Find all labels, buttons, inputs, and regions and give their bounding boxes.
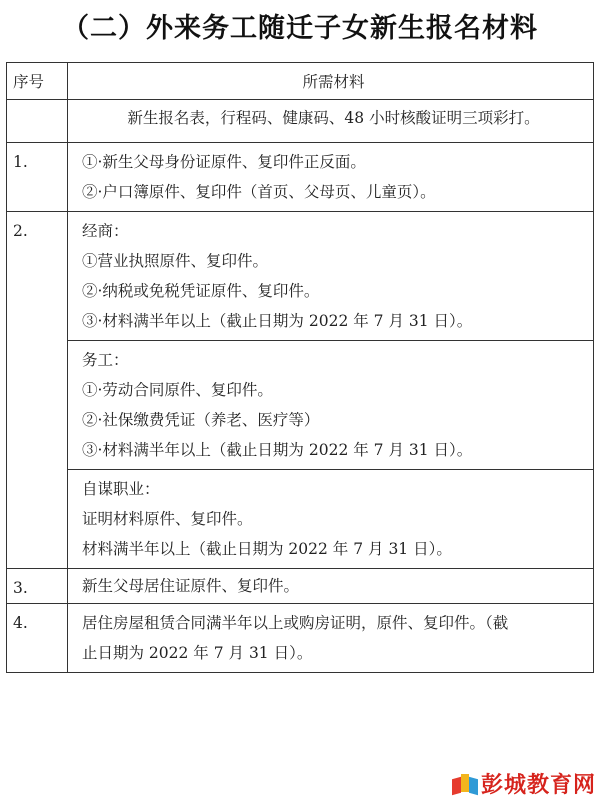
row-line: ②·社保缴费凭证（养老、医疗等） [82,411,320,429]
table-row [7,341,594,470]
section-heading: 经商： [82,222,129,240]
document-title: （二）外来务工随迁子女新生报名材料 [62,13,538,44]
row-line: 新生父母居住证原件、复印件。 [82,577,300,595]
row-line: ①·新生父母身份证原件、复印件正反面。 [82,153,366,171]
book-icon [452,772,478,796]
materials-table [6,62,594,673]
table-row [7,604,594,673]
table-row [7,212,594,341]
section-heading: 务工： [82,351,129,369]
row-number: 1. [7,143,68,212]
row-content [68,569,594,604]
row-line: ③·材料满半年以上（截止日期为 2022 年 7 月 31 日）。 [82,441,473,459]
row-line: ③·材料满半年以上（截止日期为 2022 年 7 月 31 日）。 [82,312,473,330]
table-header-row [7,63,594,100]
row-content [68,100,594,143]
row-content [68,604,594,673]
row-line: 止日期为 2022 年 7 月 31 日）。 [82,644,313,662]
watermark-logo [452,768,596,799]
row-text: 新生报名表，行程码、健康码、48 小时核酸证明三项彩打。 [127,109,540,127]
row-line: ①·劳动合同原件、复印件。 [82,381,273,399]
row-line: 证明材料原件、复印件。 [82,510,253,528]
row-line: 居住房屋租赁合同满半年以上或购房证明，原件、复印件。（截 [82,614,509,632]
header-materials: 所需材料 [68,63,594,100]
table-row [7,470,594,569]
business-section [68,212,594,341]
row-content [68,143,594,212]
table-row [7,143,594,212]
row-line: ②·户口簿原件、复印件（首页、父母页、儿童页）。 [82,183,436,201]
row-line: ②·纳税或免税凭证原件、复印件。 [82,282,320,300]
table-row [7,100,594,143]
row-number: 2. [7,212,68,569]
table-row [7,569,594,604]
row-number: 3. [7,569,68,604]
worker-section [68,341,594,470]
header-no: 序号 [7,63,68,100]
row-line: 材料满半年以上（截止日期为 2022 年 7 月 31 日）。 [82,540,452,558]
section-heading: 自谋职业： [82,480,160,498]
row-number [7,100,68,143]
watermark-text: 彭城教育网 [480,773,596,798]
row-number: 4. [7,604,68,673]
row-line: ①营业执照原件、复印件。 [82,252,269,270]
self-employed-section [68,470,594,569]
